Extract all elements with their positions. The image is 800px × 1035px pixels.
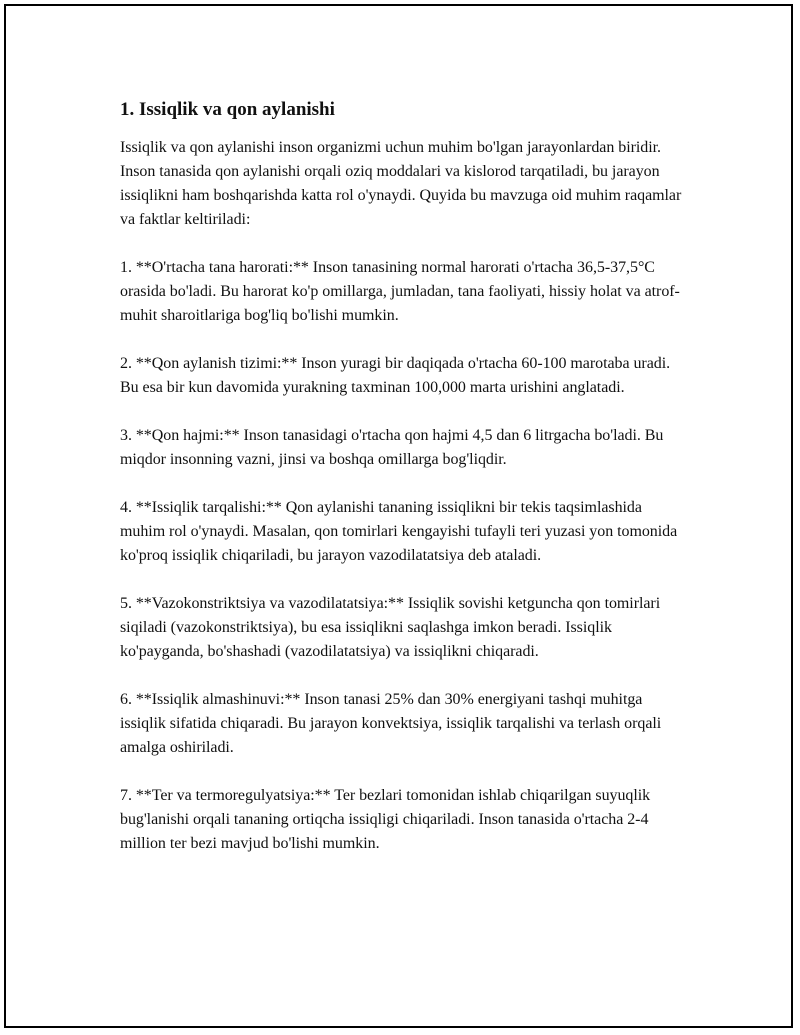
fact-body-temperature: 1. **O'rtacha tana harorati:** Inson tanasining normal harorati o'rtacha 36,5-37,5°C orasida bo'ladi. Bu harorat ko'p omillarga, jumladan, tana faoliyati, hissiy holat va atrof-muhit sharoitlariga bog'liq bo'lishi mumkin.: [120, 259, 680, 324]
fact-circulatory-system: 2. **Qon aylanish tizimi:** Inson yuragi bir daqiqada o'rtacha 60-100 marotaba uradi. Bu esa bir kun davomida yurakning taxminan 100,000 marta urishini anglatadi.: [120, 355, 671, 396]
section-title: 1. Issiqlik va qon aylanishi: [120, 99, 335, 120]
fact-vasoconstriction: 5. **Vazokonstriktsiya va vazodilatatsiya:** Issiqlik sovishi ketguncha qon tomirlari siqiladi (vazokonstriktsiya), bu esa issiqlikni saqlashga imkon beradi. Issiqlik ko'payganda, bo'shashadi (vazodilatatsiya) va issiqlikni chiqaradi.: [120, 595, 661, 660]
fact-sweat-thermoregulation: 7. **Ter va termoregulyatsiya:** Ter bezlari tomonidan ishlab chiqarilgan suyuqlik bug'lanishi orqali tananing ortiqcha issiqligi chiqariladi. Inson tanasida o'rtacha 2-4 million ter bezi mavjud bo'lishi mumkin.: [120, 787, 651, 852]
fact-heat-distribution: 4. **Issiqlik tarqalishi:** Qon aylanishi tananing issiqlikni bir tekis taqsimlashida muhim rol o'ynaydi. Masalan, qon tomirlari kengayishi tufayli teri yuzasi yon tomonida ko'proq issiqlik chiqariladi, bu jarayon vazodilatatsiya deb ataladi.: [120, 499, 678, 564]
intro-paragraph: Issiqlik va qon aylanishi inson organizmi uchun muhim bo'lgan jarayonlardan biridir. Inson tanasida qon aylanishi orqali oziq moddalari va kislorod tarqatiladi, bu jarayon issiqlikni ham boshqarishda katta rol o'ynaydi. Quyida bu mavzuga oid muhim raqamlar va faktlar keltiriladi:: [120, 139, 682, 228]
document-page: [4, 4, 793, 1028]
document-content: [120, 96, 690, 856]
fact-heat-exchange: 6. **Issiqlik almashinuvi:** Inson tanasi 25% dan 30% energiyani tashqi muhitga issiqlik sifatida chiqaradi. Bu jarayon konvektsiya, issiqlik tarqalishi va terlash orqali amalga oshiriladi.: [120, 691, 662, 756]
fact-blood-volume: 3. **Qon hajmi:** Inson tanasidagi o'rtacha qon hajmi 4,5 dan 6 litrgacha bo'ladi. Bu miqdor insonning vazni, jinsi va boshqa omillarga bog'liqdir.: [120, 427, 664, 468]
